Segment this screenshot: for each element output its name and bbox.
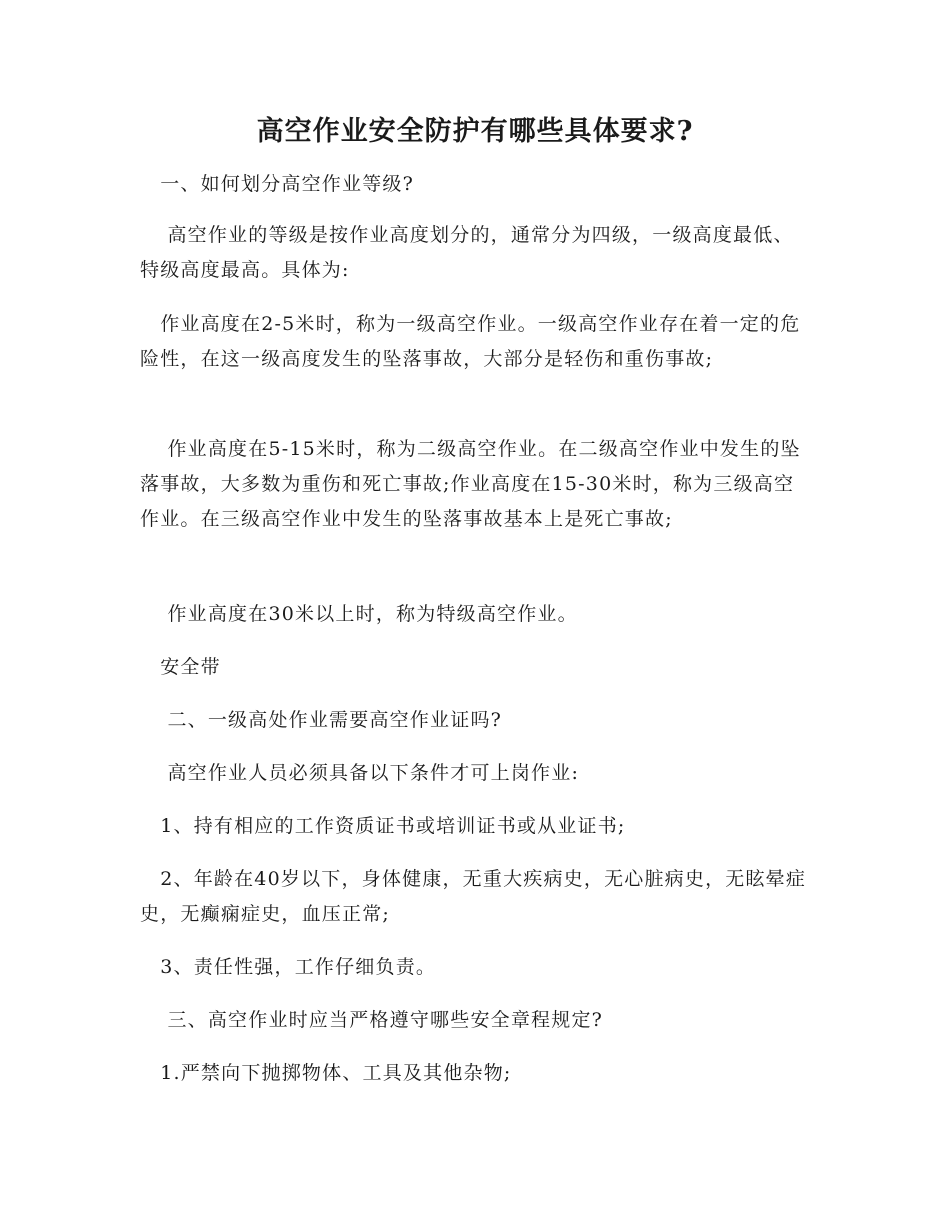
heading-section-1: 一、如何划分高空作业等级? bbox=[140, 173, 414, 195]
list-item-3: 3、责任性强，工作仔细负责。 bbox=[140, 956, 437, 978]
paragraph-grade-1: 作业高度在2-5米时，称为一级高空作业。一级高空作业存在着一定的危险性，在这一级高度发生的坠落事故，大部分是轻伤和重伤事故; bbox=[140, 313, 801, 370]
paragraph-grade-overview: 高空作业的等级是按作业高度划分的，通常分为四级，一级高度最低、特级高度最高。具体为: bbox=[140, 224, 794, 281]
document-title: 高空作业安全防护有哪些具体要求? bbox=[256, 116, 694, 147]
paragraph-grade-special: 作业高度在30米以上时，称为特级高空作业。 bbox=[140, 603, 578, 625]
list-item-1: 1、持有相应的工作资质证书或培训证书或从业证书; bbox=[140, 815, 626, 837]
paragraph-safety-belt: 安全带 bbox=[140, 656, 221, 678]
paragraph-grade-2-3: 作业高度在5-15米时，称为二级高空作业。在二级高空作业中发生的坠落事故，大多数为重伤和死亡事故;作业高度在15-30米时，称为三级高空作业。在三级高空作业中发生的坠落事故基本上是死亡事故; bbox=[140, 438, 801, 530]
heading-section-2: 二、一级高处作业需要高空作业证吗? bbox=[140, 709, 503, 731]
heading-section-3: 三、高空作业时应当严格遵守哪些安全章程规定? bbox=[140, 1009, 604, 1031]
list-item-2: 2、年龄在40岁以下，身体健康，无重大疾病史，无心脏病史，无眩晕症史，无癫痫症史，血压正常; bbox=[140, 868, 807, 925]
paragraph-requirements-intro: 高空作业人员必须具备以下条件才可上岗作业: bbox=[140, 762, 580, 784]
list-item-rule-1: 1.严禁向下抛掷物体、工具及其他杂物; bbox=[140, 1062, 512, 1084]
